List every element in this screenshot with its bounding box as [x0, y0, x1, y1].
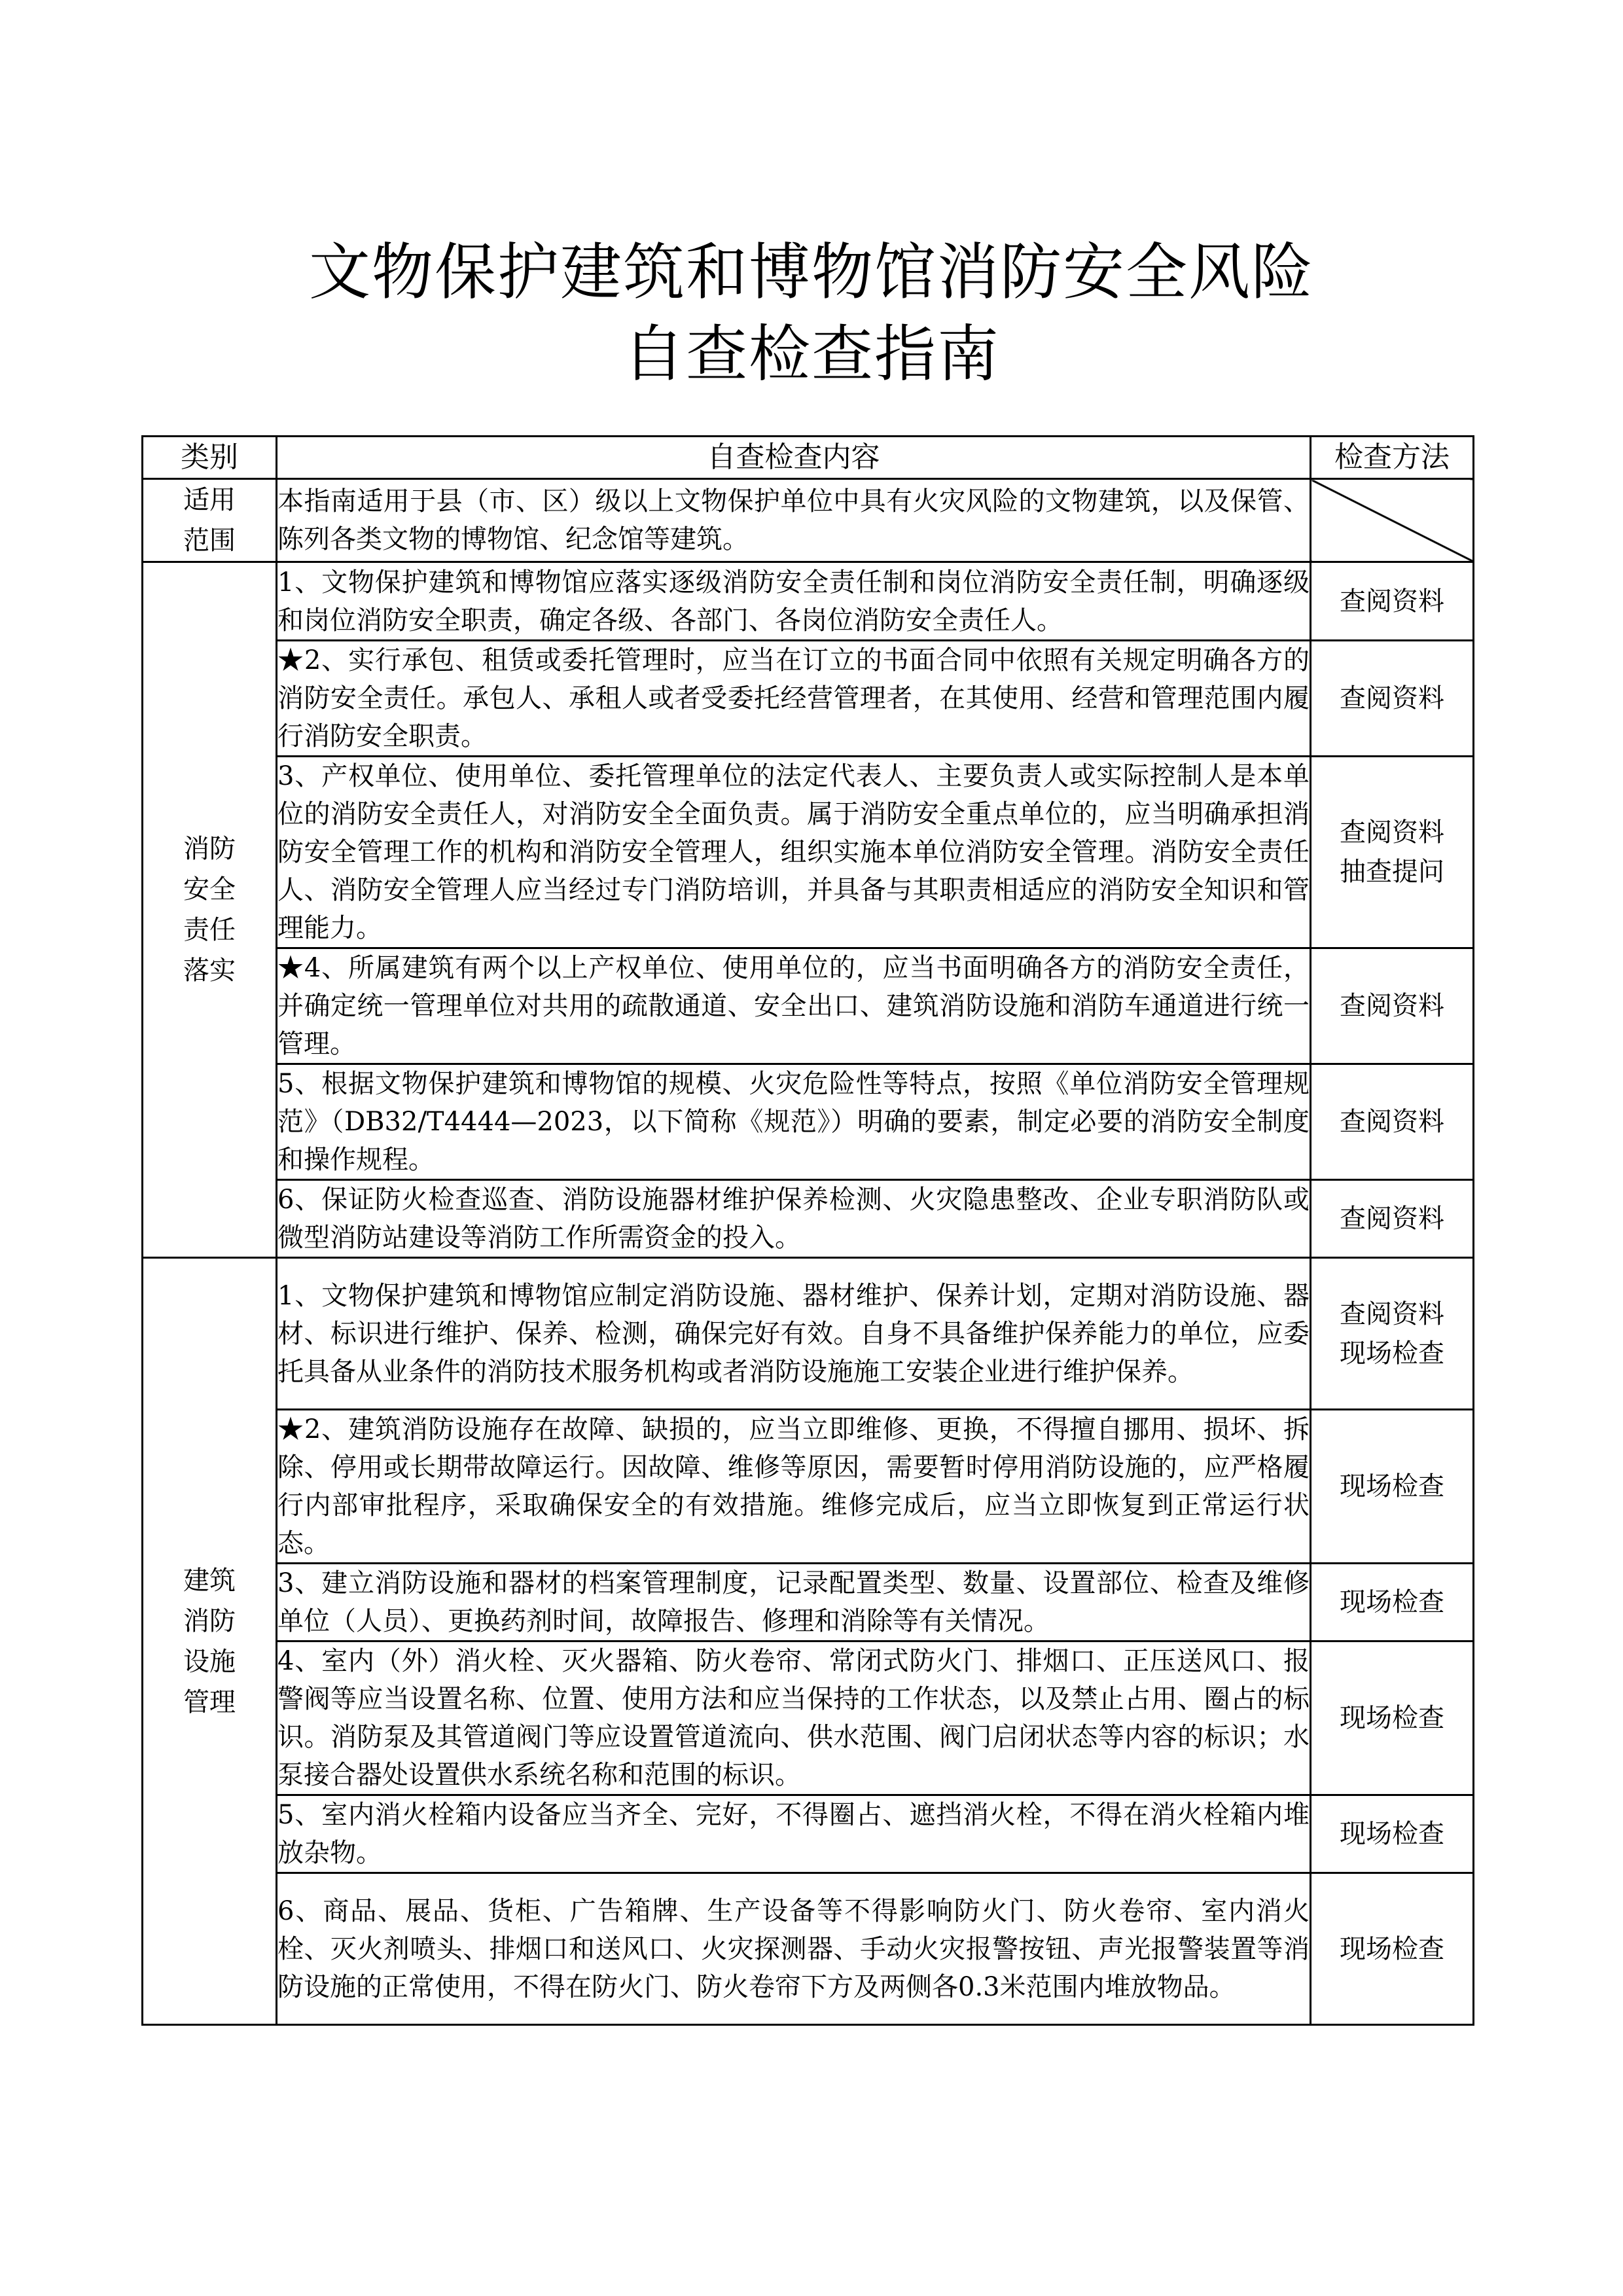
method-label: 查阅资料	[1340, 1107, 1444, 1137]
check-method	[1311, 641, 1474, 757]
check-content: 1、文物保护建筑和博物馆应落实逐级消防安全责任制和岗位消防安全责任制，明确逐级和岗位消防安全职责，确定各级、各部门、各岗位消防安全责任人。	[277, 562, 1311, 641]
method-label: 查阅资料	[1340, 1204, 1444, 1234]
check-content: ★4、所属建筑有两个以上产权单位、使用单位的，应当书面明确各方的消防安全责任，并确定统一管理单位对共用的疏散通道、安全出口、建筑消防设施和消防车通道进行统一管理。	[277, 948, 1311, 1064]
check-content: 4、室内（外）消火栓、灭火器箱、防火卷帘、常闭式防火门、排烟口、正压送风口、报警阀等应当设置名称、位置、使用方法和应当保持的工作状态，以及禁止占用、圈占的标识。消防泵及其管道阀门等应设置管道流向、供水范围、阀门启闭状态等内容的标识；水泵接合器处设置供水系统名称和范围的标识。	[277, 1641, 1311, 1795]
diagonal-empty-cell	[1311, 479, 1474, 562]
document-title-line-2: 自查检查指南	[622, 319, 1000, 390]
table-row	[143, 1258, 1474, 1410]
table-row	[143, 1180, 1474, 1258]
table-row	[143, 641, 1474, 757]
category-label-scope: 适用范围	[183, 485, 236, 556]
check-method	[1311, 562, 1474, 641]
method-label: 查阅资料	[1340, 991, 1444, 1021]
scope-content: 本指南适用于县（市、区）级以上文物保护单位中具有火灾风险的文物建筑，以及保管、陈列各类文物的博物馆、纪念馆等建筑。	[277, 479, 1311, 562]
check-method	[1311, 1410, 1474, 1564]
check-content: 5、根据文物保护建筑和博物馆的规模、火灾危险性等特点，按照《单位消防安全管理规范》（DB32/T4444—2023，以下简称《规范》）明确的要素，制定必要的消防安全制度和操作规程。	[277, 1064, 1311, 1180]
check-content: 6、商品、展品、货柜、广告箱牌、生产设备等不得影响防火门、防火卷帘、室内消火栓、灭火剂喷头、排烟口和送风口、火灾探测器、手动火灾报警按钮、声光报警装置等消防设施的正常使用，不得在防火门、防火卷帘下方及两侧各0.3米范围内堆放物品。	[277, 1873, 1311, 2025]
check-content: 3、建立消防设施和器材的档案管理制度，记录配置类型、数量、设置部位、检查及维修单位（人员）、更换药剂时间，故障报告、修理和消除等有关情况。	[277, 1564, 1311, 1641]
table-row	[143, 1795, 1474, 1873]
check-method	[1311, 1064, 1474, 1180]
check-content: 6、保证防火检查巡查、消防设施器材维护保养检测、火灾隐患整改、企业专职消防队或微型消防站建设等消防工作所需资金的投入。	[277, 1180, 1311, 1258]
method-label: 查阅资料	[1340, 1299, 1444, 1329]
table-row	[143, 757, 1474, 948]
method-label: 抽查提问	[1340, 857, 1444, 887]
check-content: ★2、实行承包、租赁或委托管理时，应当在订立的书面合同中依照有关规定明确各方的消防安全责任。承包人、承租人或者受委托经营管理者，在其使用、经营和管理范围内履行消防安全职责。	[277, 641, 1311, 757]
header-method: 检查方法	[1311, 437, 1474, 479]
category-cell-fire-safety-responsibility	[143, 562, 277, 1258]
category-label-fire-safety-responsibility: 消防安全责任落实	[183, 834, 236, 986]
method-label: 现场检查	[1340, 1703, 1444, 1733]
table-row	[143, 1064, 1474, 1180]
method-label: 现场检查	[1340, 1933, 1444, 1964]
check-method	[1311, 1258, 1474, 1410]
table-row	[143, 1873, 1474, 2025]
method-label: 查阅资料	[1340, 817, 1444, 848]
check-method	[1311, 1873, 1474, 2025]
check-method	[1311, 1180, 1474, 1258]
category-cell-fire-facility-management	[143, 1258, 277, 2025]
check-method	[1311, 1641, 1474, 1795]
check-content: 5、室内消火栓箱内设备应当齐全、完好，不得圈占、遮挡消火栓，不得在消火栓箱内堆放杂物。	[277, 1795, 1311, 1873]
category-label-fire-facility-management: 建筑消防设施管理	[183, 1565, 236, 1717]
header-category: 类别	[143, 437, 277, 479]
method-label: 查阅资料	[1340, 586, 1444, 617]
scope-row	[143, 479, 1474, 562]
method-label: 现场检查	[1340, 1471, 1444, 1501]
category-cell-scope	[143, 479, 277, 562]
table-row	[143, 562, 1474, 641]
check-method	[1311, 1564, 1474, 1641]
table-row	[143, 1641, 1474, 1795]
inspection-guide-table	[141, 435, 1474, 2026]
document-title-line-1: 文物保护建筑和博物馆消防安全风险	[308, 237, 1314, 308]
check-method	[1311, 1795, 1474, 1873]
check-content: 1、文物保护建筑和博物馆应制定消防设施、器材维护、保养计划，定期对消防设施、器材、标识进行维护、保养、检测，确保完好有效。自身不具备维护保养能力的单位，应委托具备从业条件的消防技术服务机构或者消防设施施工安装企业进行维护保养。	[277, 1258, 1311, 1410]
check-method	[1311, 948, 1474, 1064]
table-row	[143, 1564, 1474, 1641]
check-content: 3、产权单位、使用单位、委托管理单位的法定代表人、主要负责人或实际控制人是本单位的消防安全责任人，对消防安全全面负责。属于消防安全重点单位的，应当明确承担消防安全管理工作的机构和消防安全管理人，组织实施本单位消防安全管理。消防安全责任人、消防安全管理人应当经过专门消防培训，并具备与其职责相适应的消防安全知识和管理能力。	[277, 757, 1311, 948]
method-label: 现场检查	[1340, 1338, 1444, 1369]
method-label: 现场检查	[1340, 1587, 1444, 1617]
table-row	[143, 1410, 1474, 1564]
table-row	[143, 948, 1474, 1064]
check-method	[1311, 757, 1474, 948]
method-label: 查阅资料	[1340, 683, 1444, 713]
header-content: 自查检查内容	[277, 437, 1311, 479]
header-row	[143, 437, 1474, 479]
check-content: ★2、建筑消防设施存在故障、缺损的，应当立即维修、更换，不得擅自挪用、损坏、拆除、停用或长期带故障运行。因故障、维修等原因，需要暂时停用消防设施的，应严格履行内部审批程序，采取确保安全的有效措施。维修完成后，应当立即恢复到正常运行状态。	[277, 1410, 1311, 1564]
method-label: 现场检查	[1340, 1819, 1444, 1849]
